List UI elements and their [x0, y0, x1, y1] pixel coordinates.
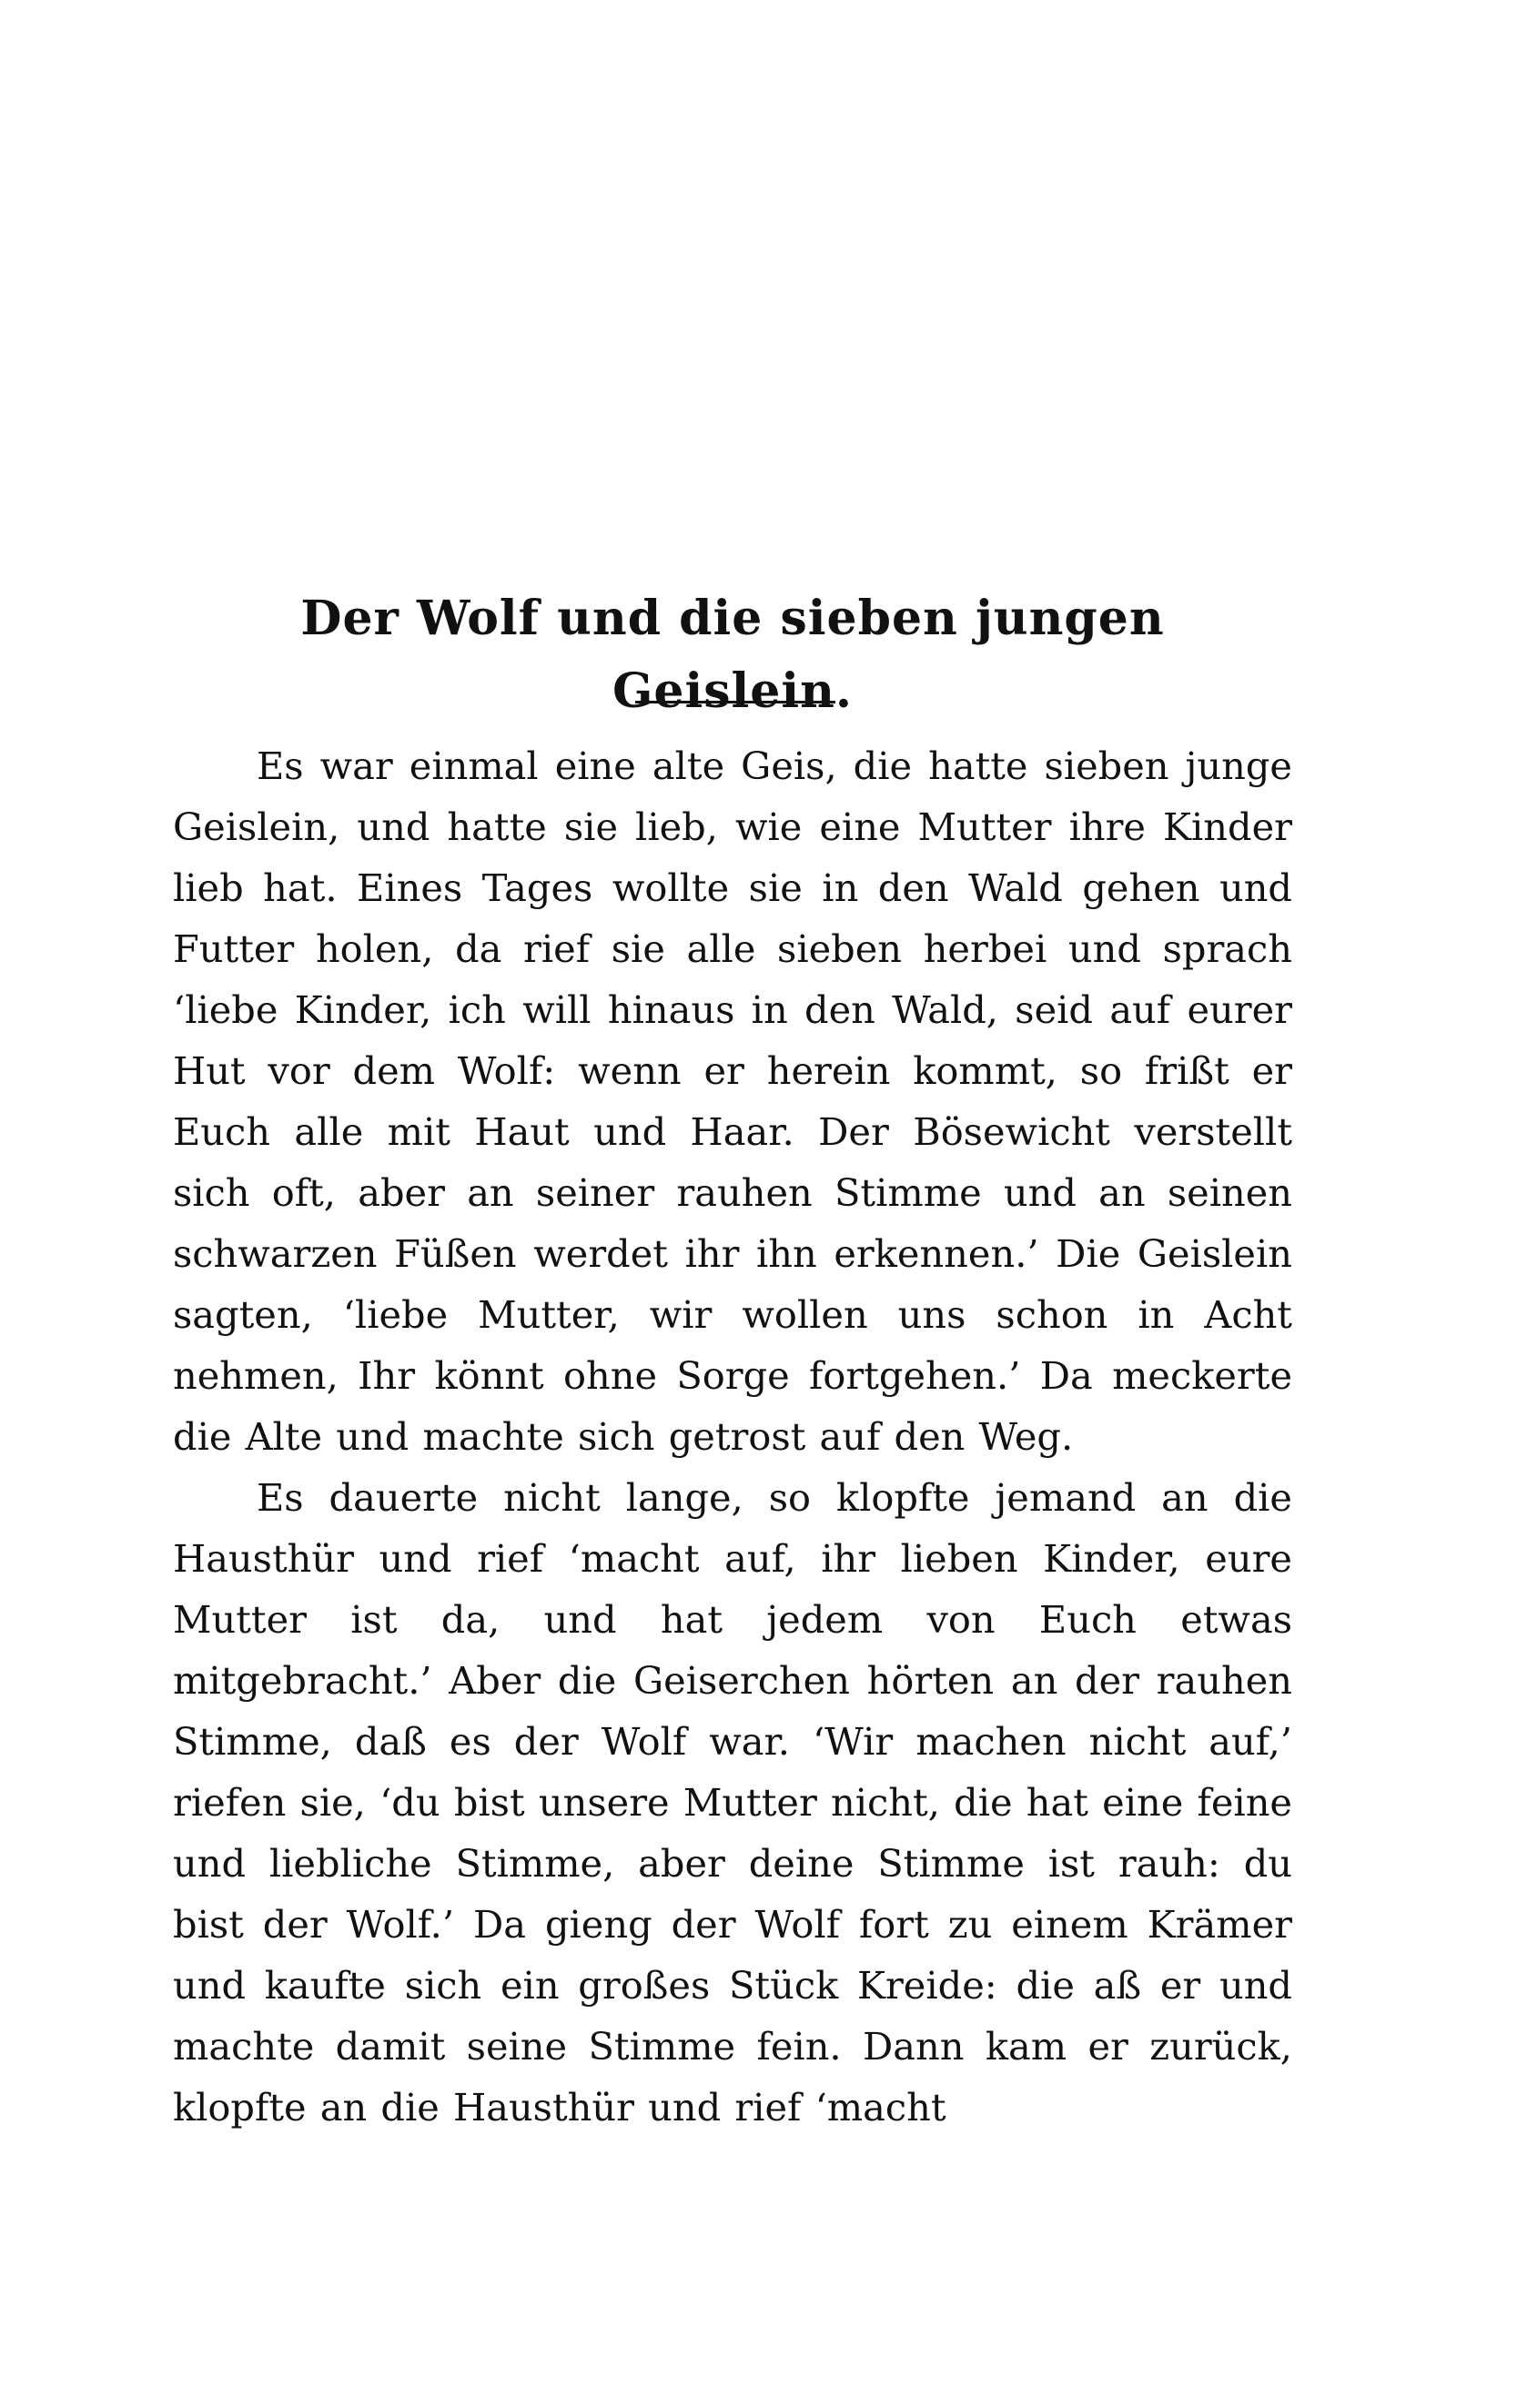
paragraph-1: Es war einmal eine alte Geis, die hatte sieben junge Geislein, und hatte sie lieb, wie eine Mutter ihre Kinder lieb hat. Eines Tages wollte sie in den Wald gehen und Futter holen, da rief sie alle sieben herbei und sprach ‘liebe Kinder, ich will hinaus in den Wald, seid auf eurer Hut vor dem Wolf: wenn er herein kommt, so frißt er Euch alle mit Haut und Haar. Der Bösewicht verstellt sich oft, aber an seiner rauhen Stimme und an seinen schwarzen Füßen werdet ihr ihn erkennen.’ Die Geislein sagten, ‘liebe Mutter, wir wollen uns schon in Acht nehmen, Ihr könnt ohne Sorge fortgehen.’ Da meckerte die Alte und machte sich getrost auf den Weg.: [173, 744, 1292, 1459]
story-title: Der Wolf und die sieben jungen Geislein.: [300, 591, 1165, 719]
title-divider: [635, 701, 835, 703]
paragraph-2: Es dauerte nicht lange, so klopfte jemand an die Hausthür und rief ‘macht auf, ihr lieben Kinder, eure Mutter ist da, und hat jedem von Euch etwas mitgebracht.’ Aber die Geiserchen hörten an der rauhen Stimme, daß es der Wolf war. ‘Wir machen nicht auf,’ riefen sie, ‘du bist unsere Mutter nicht, die hat eine feine und liebliche Stimme, aber deine Stimme ist rauh: du bist der Wolf.’ Da gieng der Wolf fort zu einem Krämer und kaufte sich ein großes Stück Kreide: die aß er und machte damit seine Stimme fein. Dann kam er zurück, klopfte an die Hausthür und rief ‘macht: [173, 1475, 1292, 2130]
story-body: [173, 735, 1292, 2138]
